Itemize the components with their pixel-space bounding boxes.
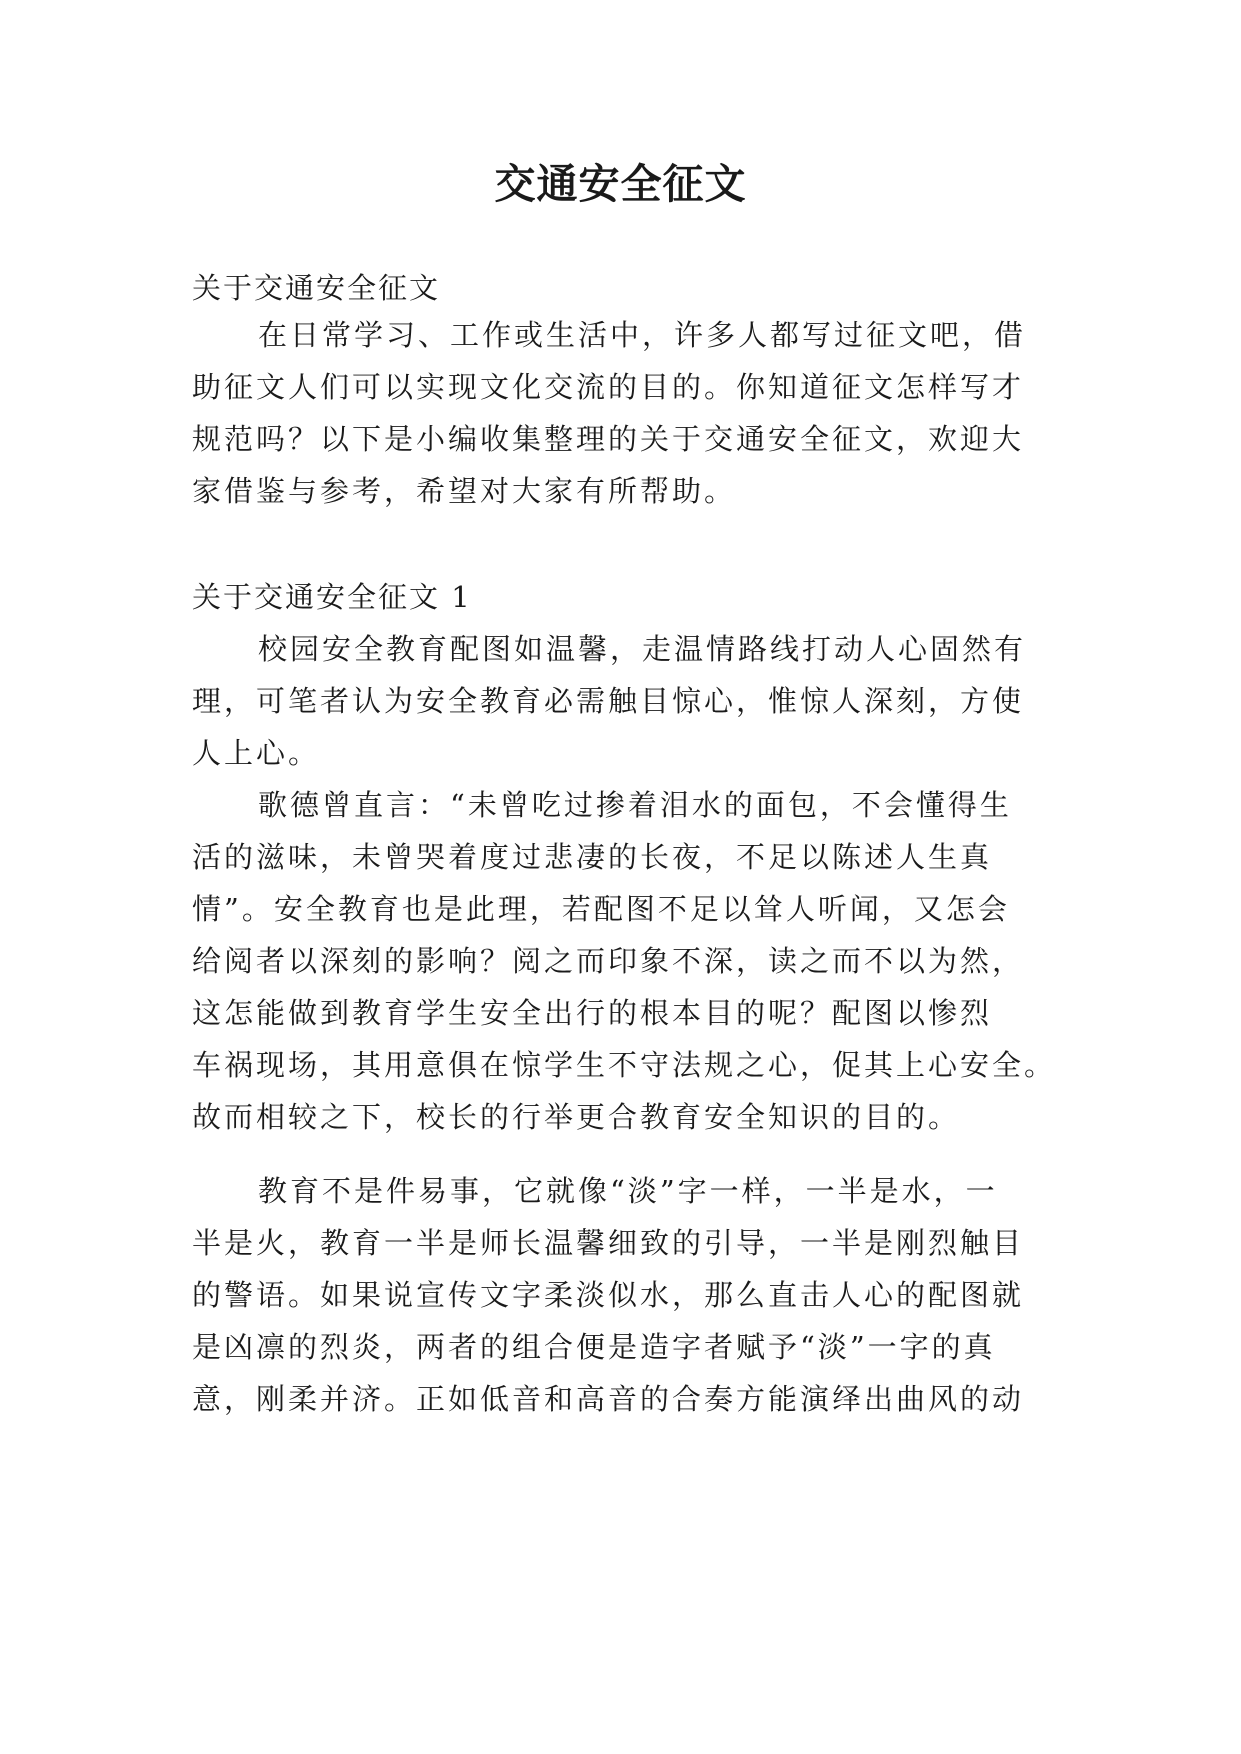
paragraph-3-line: 教育不是件易事，它就像“淡”字一样，一半是水，一 — [258, 1174, 998, 1208]
paragraph-1-line: 人上心。 — [192, 736, 321, 770]
paragraph-1-line: 理，可笔者认为安全教育必需触目惊心，惟惊人深刻，方使 — [192, 684, 1025, 718]
paragraph-2-line: 活的滋味，未曾哭着度过悲凄的长夜，不足以陈述人生真 — [192, 840, 993, 874]
paragraph-2-line: 车祸现场，其用意俱在惊学生不守法规之心，促其上心安全。 — [192, 1048, 1057, 1082]
section-1-heading: 关于交通安全征文 1 — [192, 580, 472, 614]
intro-line: 在日常学习、工作或生活中，许多人都写过征文吧，借 — [258, 318, 1027, 352]
intro-heading: 关于交通安全征文 — [192, 271, 441, 305]
paragraph-2-line: 故而相较之下，校长的行举更合教育安全知识的目的。 — [192, 1100, 961, 1134]
paragraph-3-line: 的警语。如果说宣传文字柔淡似水，那么直击人心的配图就 — [192, 1278, 1025, 1312]
document-title: 交通安全征文 — [494, 160, 747, 208]
paragraph-3-line: 半是火，教育一半是师长温馨细致的引导，一半是刚烈触目 — [192, 1226, 1025, 1260]
paragraph-3-line: 是凶凛的烈炎，两者的组合便是造字者赋予“淡”一字的真 — [192, 1330, 996, 1364]
paragraph-2-line: 给阅者以深刻的影响？阅之而印象不深，读之而不以为然， — [192, 944, 1025, 978]
paragraph-2-line: 这怎能做到教育学生安全出行的根本目的呢？配图以惨烈 — [192, 996, 993, 1030]
paragraph-2-line: 歌德曾直言：“未曾吃过掺着泪水的面包，不会懂得生 — [258, 788, 1012, 822]
paragraph-3-line: 意，刚柔并济。正如低音和高音的合奏方能演绎出曲风的动 — [192, 1382, 1025, 1416]
intro-line: 助征文人们可以实现文化交流的目的。你知道征文怎样写才 — [192, 370, 1025, 404]
intro-line: 家借鉴与参考，希望对大家有所帮助。 — [192, 474, 737, 508]
paragraph-2-line: 情”。安全教育也是此理，若配图不足以耸人听闻，又怎会 — [192, 892, 1010, 926]
paragraph-1-line: 校园安全教育配图如温馨，走温情路线打动人心固然有 — [258, 632, 1027, 666]
intro-line: 规范吗？以下是小编收集整理的关于交通安全征文，欢迎大 — [192, 422, 1025, 456]
